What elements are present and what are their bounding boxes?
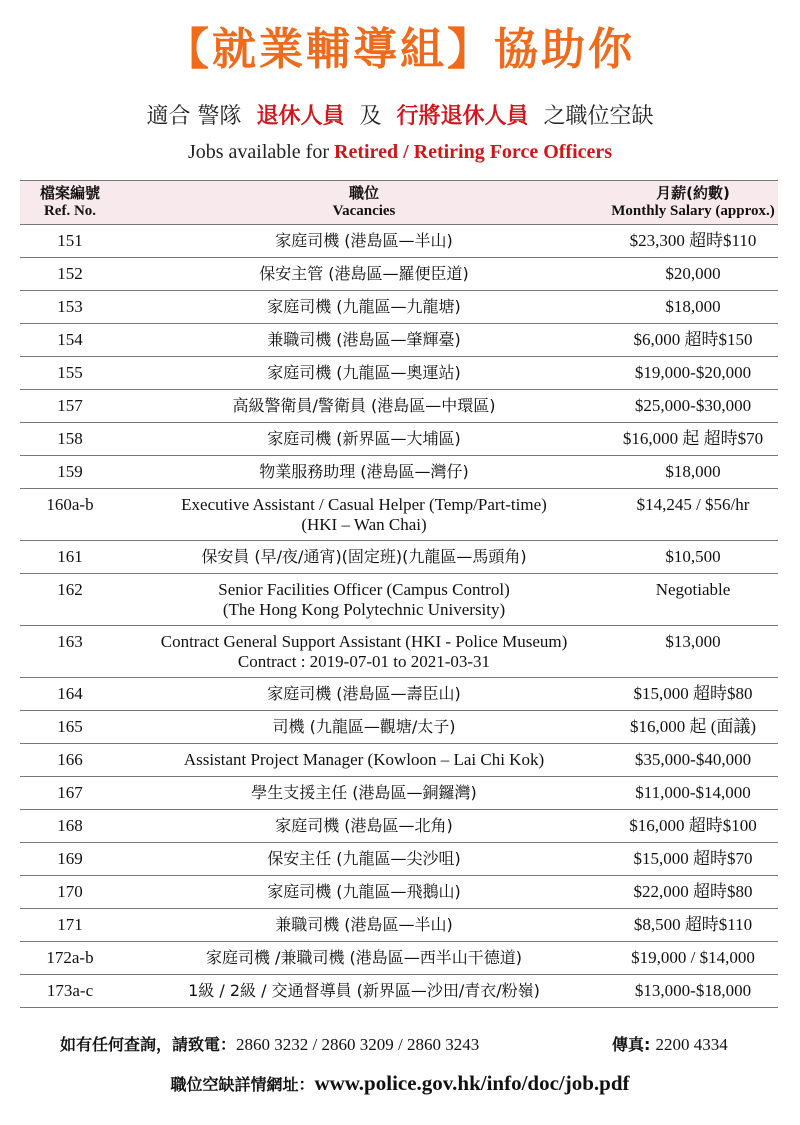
- vacancy-line: Assistant Project Manager (Kowloon – Lai Chi Kok): [183, 750, 545, 769]
- subtitle-zh-part2: 及: [359, 104, 382, 129]
- salary-cell: $35,000-$40,000: [608, 744, 778, 777]
- ref-cell: 172a-b: [20, 942, 120, 975]
- vacancy-line: Executive Assistant / Casual Helper (Temp/Part-time): [181, 495, 547, 514]
- ref-cell: 168: [20, 810, 120, 843]
- ref-cell: 151: [20, 225, 120, 258]
- table-row: [20, 711, 778, 744]
- salary-cell: $19,000-$20,000: [608, 357, 778, 390]
- vacancy-cell: [120, 291, 608, 324]
- table-header-row: [20, 181, 778, 225]
- vacancy-cell: [120, 324, 608, 357]
- ref-cell: 164: [20, 678, 120, 711]
- ref-cell: 163: [20, 626, 120, 678]
- header-salary-en: Monthly Salary (approx.): [611, 203, 775, 219]
- vacancy-cell: [120, 909, 608, 942]
- salary-cell: $8,500 超時$110: [608, 909, 778, 942]
- vacancy-cell: [120, 843, 608, 876]
- ref-cell: 160a-b: [20, 489, 120, 541]
- header-ref-zh: 檔案編號: [39, 184, 100, 202]
- ref-cell: 161: [20, 541, 120, 574]
- fax-info: [612, 1033, 728, 1057]
- salary-cell: Negotiable: [608, 574, 778, 626]
- ref-cell: 173a-c: [20, 975, 120, 1008]
- salary-cell: $25,000-$30,000: [608, 390, 778, 423]
- vacancy-line: Contract : 2019-07-01 to 2021-03-31: [237, 652, 491, 671]
- ref-cell: 155: [20, 357, 120, 390]
- vacancy-line: 家庭司機 (九龍區—九龍塘): [267, 297, 461, 316]
- vacancy-line: 家庭司機 (港島區—半山): [275, 231, 453, 250]
- vacancy-cell: [120, 744, 608, 777]
- vacancy-line: 兼職司機 (港島區—肇輝臺): [267, 330, 461, 349]
- footer-url: [0, 1068, 800, 1100]
- header-vacancy-en: Vacancies: [332, 203, 396, 219]
- vacancy-cell: [120, 975, 608, 1008]
- vacancy-cell: [120, 626, 608, 678]
- salary-cell: $16,000 起 (面議): [608, 711, 778, 744]
- table-row: [20, 423, 778, 456]
- subtitle-en-part1: Jobs available for: [187, 141, 330, 163]
- vacancy-line: 司機 (九龍區—觀塘/太子): [272, 717, 456, 736]
- table-row: [20, 942, 778, 975]
- salary-cell: $20,000: [608, 258, 778, 291]
- table-row: [20, 909, 778, 942]
- vacancy-line: 高級警衛員/警衛員 (港島區—中環區): [232, 396, 496, 415]
- ref-cell: 162: [20, 574, 120, 626]
- vacancy-cell: [120, 876, 608, 909]
- table-row: [20, 574, 778, 626]
- vacancy-line: 學生支援主任 (港島區—銅鑼灣): [251, 783, 477, 802]
- table-row: [20, 258, 778, 291]
- salary-cell: $15,000 超時$70: [608, 843, 778, 876]
- vacancy-line: 家庭司機 /兼職司機 (港島區—西半山干德道): [205, 948, 523, 967]
- fax-label: 傳真:: [612, 1035, 651, 1054]
- table-row: [20, 810, 778, 843]
- vacancy-cell: [120, 423, 608, 456]
- salary-cell: $10,500: [608, 541, 778, 574]
- subtitle-zh-retiring: 行將退休人員: [396, 104, 529, 129]
- vacancy-line: 家庭司機 (港島區—壽臣山): [267, 684, 461, 703]
- header-salary-zh: 月薪(約數): [656, 184, 730, 202]
- table-row: [20, 777, 778, 810]
- footer-contact: [60, 1033, 760, 1057]
- vacancy-table: [20, 180, 778, 1008]
- vacancy-cell: [120, 489, 608, 541]
- page-title: 【就業輔導組】協助你: [165, 24, 635, 75]
- header-salary: [608, 181, 778, 225]
- vacancy-line: 家庭司機 (九龍區—奧運站): [267, 363, 461, 382]
- table-row: [20, 390, 778, 423]
- salary-cell: $23,300 超時$110: [608, 225, 778, 258]
- subtitle-chinese: [0, 102, 800, 132]
- salary-cell: $15,000 超時$80: [608, 678, 778, 711]
- subtitle-zh-part1: 適合 警隊: [146, 104, 242, 129]
- ref-cell: 157: [20, 390, 120, 423]
- table-row: [20, 876, 778, 909]
- vacancy-line: 保安主管 (港島區—羅便臣道): [259, 264, 469, 283]
- vacancy-cell: [120, 678, 608, 711]
- ref-cell: 167: [20, 777, 120, 810]
- enquiry-phones: 2860 3232 / 2860 3209 / 2860 3243: [236, 1035, 480, 1054]
- vacancy-cell: [120, 711, 608, 744]
- vacancy-line: 1級 / 2級 / 交通督導員 (新界區—沙田/青衣/粉嶺): [188, 981, 540, 1000]
- fax-number: 2200 4334: [655, 1035, 728, 1054]
- subtitle-zh-part3: 之職位空缺: [543, 104, 654, 129]
- header-vacancy: [120, 181, 608, 225]
- ref-cell: 153: [20, 291, 120, 324]
- table-row: [20, 626, 778, 678]
- table-row: [20, 291, 778, 324]
- salary-cell: $6,000 超時$150: [608, 324, 778, 357]
- vacancy-cell: [120, 942, 608, 975]
- vacancy-line: (The Hong Kong Polytechnic University): [222, 600, 506, 619]
- vacancy-line: (HKI – Wan Chai): [301, 515, 427, 534]
- ref-cell: 158: [20, 423, 120, 456]
- ref-cell: 165: [20, 711, 120, 744]
- vacancy-line: Senior Facilities Officer (Campus Control): [218, 580, 510, 599]
- url-label: 職位空缺詳情網址：: [170, 1075, 315, 1094]
- vacancy-line: 家庭司機 (新界區—大埔區): [267, 429, 461, 448]
- ref-cell: 152: [20, 258, 120, 291]
- salary-cell: $11,000-$14,000: [608, 777, 778, 810]
- table-row: [20, 357, 778, 390]
- salary-cell: $19,000 / $14,000: [608, 942, 778, 975]
- salary-cell: $22,000 超時$80: [608, 876, 778, 909]
- subtitle-english: [0, 138, 800, 166]
- header-ref-en: Ref. No.: [43, 203, 97, 219]
- vacancy-cell: [120, 258, 608, 291]
- vacancy-cell: [120, 810, 608, 843]
- table-row: [20, 975, 778, 1008]
- vacancy-line: 保安主任 (九龍區—尖沙咀): [267, 849, 461, 868]
- vacancy-line: 保安員 (早/夜/通宵)(固定班)(九龍區—馬頭角): [201, 547, 527, 566]
- job-url-link[interactable]: www.police.gov.hk/info/doc/job.pdf: [314, 1071, 630, 1095]
- vacancy-line: 家庭司機 (港島區—北角): [275, 816, 453, 835]
- table-row: [20, 678, 778, 711]
- salary-cell: $13,000: [608, 626, 778, 678]
- table-row: [20, 489, 778, 541]
- vacancy-line: 家庭司機 (九龍區—飛鵝山): [267, 882, 461, 901]
- vacancy-cell: [120, 456, 608, 489]
- salary-cell: $16,000 超時$100: [608, 810, 778, 843]
- table-row: [20, 324, 778, 357]
- ref-cell: 154: [20, 324, 120, 357]
- table-row: [20, 225, 778, 258]
- subtitle-zh-retired: 退休人員: [256, 104, 345, 129]
- salary-cell: $18,000: [608, 456, 778, 489]
- ref-cell: 159: [20, 456, 120, 489]
- salary-cell: $14,245 / $56/hr: [608, 489, 778, 541]
- table-row: [20, 843, 778, 876]
- ref-cell: 166: [20, 744, 120, 777]
- table-row: [20, 744, 778, 777]
- vacancy-cell: [120, 225, 608, 258]
- vacancy-cell: [120, 357, 608, 390]
- vacancy-line: Contract General Support Assistant (HKI - Police Museum): [160, 632, 568, 651]
- vacancy-cell: [120, 777, 608, 810]
- salary-cell: $18,000: [608, 291, 778, 324]
- vacancy-cell: [120, 390, 608, 423]
- ref-cell: 169: [20, 843, 120, 876]
- ref-cell: 171: [20, 909, 120, 942]
- table-row: [20, 456, 778, 489]
- header-vacancy-zh: 職位: [348, 184, 379, 202]
- table-body: [20, 225, 778, 1008]
- vacancy-cell: [120, 574, 608, 626]
- vacancy-line: 物業服務助理 (港島區—灣仔): [259, 462, 469, 481]
- salary-cell: $13,000-$18,000: [608, 975, 778, 1008]
- ref-cell: 170: [20, 876, 120, 909]
- table-row: [20, 541, 778, 574]
- vacancy-line: 兼職司機 (港島區—半山): [275, 915, 453, 934]
- salary-cell: $16,000 起 超時$70: [608, 423, 778, 456]
- vacancy-cell: [120, 541, 608, 574]
- subtitle-en-highlight: Retired / Retiring Force Officers: [334, 141, 613, 163]
- enquiry-label: 如有任何查詢，請致電：: [60, 1035, 237, 1054]
- header-ref: [20, 181, 120, 225]
